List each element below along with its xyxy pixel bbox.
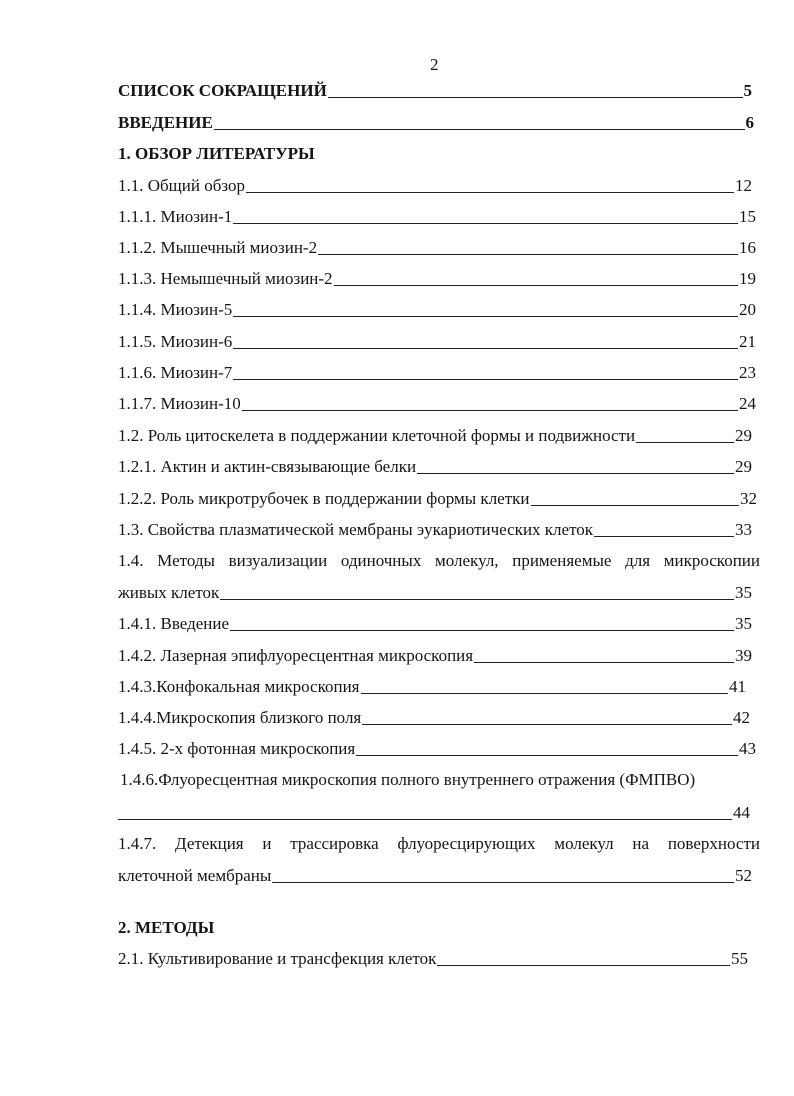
toc-entry-page: 41	[729, 677, 746, 696]
toc-entry-label: 1.4.2. Лазерная эпифлуоресцентная микроскопия	[118, 646, 474, 665]
toc-entry-1-4-6[interactable]	[118, 803, 750, 823]
toc-entry-label: 1.1.4. Миозин-5	[118, 300, 233, 319]
toc-leader	[361, 693, 729, 694]
toc-leader	[233, 379, 738, 380]
toc-entry-page: 44	[733, 803, 750, 822]
toc-entry-page: 23	[739, 363, 756, 382]
toc-leader	[233, 223, 738, 224]
toc-entry-1-4-7-line1[interactable]: 1.4.7. Детекция и трассировка флуоресцирующих молекул на поверхности	[118, 834, 760, 853]
toc-entry-page: 32	[740, 489, 757, 508]
toc-leader	[531, 505, 739, 506]
toc-entry[interactable]	[118, 269, 756, 289]
toc-entry-label: 1.1.3. Немышечный миозин-2	[118, 269, 333, 288]
toc-entry-page: 21	[739, 332, 756, 351]
toc-leader	[636, 442, 734, 443]
toc-entry[interactable]	[118, 207, 756, 227]
toc-leader	[118, 819, 732, 820]
toc-leader	[230, 630, 734, 631]
toc-entry-1-4-6-line1[interactable]: 1.4.6.Флуоресцентная микроскопия полного внутреннего отражения (ФМПВО)	[120, 770, 696, 789]
toc-entry[interactable]	[118, 949, 748, 969]
toc-entry-page: 6	[745, 113, 754, 132]
toc-entry-page: 42	[733, 708, 750, 727]
toc-entry-label: 1.1. Общий обзор	[118, 176, 245, 195]
toc-entry-page: 55	[731, 949, 748, 968]
chapter-heading-2: 2. МЕТОДЫ	[118, 918, 215, 937]
chapter-heading-1: 1. ОБЗОР ЛИТЕРАТУРЫ	[118, 144, 315, 163]
toc-entry-label: 1.4.1. Введение	[118, 614, 230, 633]
toc-leader	[220, 599, 734, 600]
toc-leader	[214, 129, 745, 130]
toc-leader	[417, 473, 734, 474]
toc-entry-label: 1.1.1. Миозин-1	[118, 207, 233, 226]
toc-entry-label: 1.1.6. Миозин-7	[118, 363, 233, 382]
toc-entry-label: СПИСОК СОКРАЩЕНИЙ	[118, 81, 327, 100]
toc-entry-page: 5	[743, 81, 752, 100]
toc-leader	[272, 882, 734, 883]
toc-entry-page: 16	[739, 238, 756, 257]
toc-leader	[246, 192, 734, 193]
toc-leader	[318, 254, 738, 255]
toc-entry-page: 35	[735, 583, 752, 602]
toc-entry-label: 1.3. Свойства плазматической мембраны эукариотических клеток	[118, 520, 594, 539]
toc-entry-label: ВВЕДЕНИЕ	[118, 113, 213, 132]
toc-entry-label: 1.2.1. Актин и актин-связывающие белки	[118, 457, 417, 476]
page-number: 2	[430, 55, 439, 74]
toc-leader	[233, 348, 738, 349]
toc-entry[interactable]	[118, 238, 756, 258]
toc-leader	[242, 410, 738, 411]
toc-entry-label: 1.4.4.Микроскопия близкого поля	[118, 708, 362, 727]
toc-entry[interactable]	[118, 708, 750, 728]
toc-leader	[474, 662, 734, 663]
toc-leader	[328, 97, 743, 98]
toc-entry[interactable]	[118, 394, 756, 414]
toc-leader	[334, 285, 738, 286]
toc-entry-page: 43	[739, 739, 756, 758]
toc-entry-page: 29	[735, 457, 752, 476]
toc-entry[interactable]	[118, 614, 752, 634]
toc-entry-label: 2.1. Культивирование и трансфекция клеток	[118, 949, 437, 968]
toc-leader	[362, 724, 732, 725]
toc-entry-label: живых клеток	[118, 583, 220, 602]
toc-entry[interactable]	[118, 363, 756, 383]
toc-entry-page: 24	[739, 394, 756, 413]
toc-leader	[437, 965, 730, 966]
toc-entry[interactable]	[118, 677, 746, 697]
toc-leader	[233, 316, 738, 317]
toc-entry[interactable]	[118, 646, 752, 666]
toc-entry[interactable]	[118, 426, 752, 446]
toc-entry[interactable]	[118, 457, 752, 477]
toc-entry-label: 1.2. Роль цитоскелета в поддержании клеточной формы и подвижности	[118, 426, 636, 445]
toc-entry[interactable]	[118, 332, 756, 352]
toc-entry-1-4-7[interactable]	[118, 866, 752, 886]
toc-entry-label: клеточной мембраны	[118, 866, 272, 885]
toc-entry-page: 39	[735, 646, 752, 665]
toc-entry-abbreviations[interactable]	[118, 81, 752, 101]
toc-entry-label: 1.1.7. Миозин-10	[118, 394, 241, 413]
toc-entry-label: 1.4.3.Конфокальная микроскопия	[118, 677, 360, 696]
toc-entry-label: 1.1.2. Мышечный миозин-2	[118, 238, 318, 257]
toc-entry-page: 52	[735, 866, 752, 885]
toc-entry-page: 12	[735, 176, 752, 195]
toc-entry-1-4[interactable]	[118, 583, 752, 603]
toc-entry-page: 29	[735, 426, 752, 445]
toc-entry[interactable]	[118, 739, 756, 759]
toc-entry-label: 1.4.5. 2-х фотонная микроскопия	[118, 739, 356, 758]
toc-entry[interactable]	[118, 300, 756, 320]
toc-entry[interactable]	[118, 176, 752, 196]
toc-entry-page: 20	[739, 300, 756, 319]
toc-entry[interactable]	[118, 520, 752, 540]
toc-entry-1-4-line1[interactable]: 1.4. Методы визуализации одиночных молекул, применяемые для микроскопии	[118, 551, 760, 570]
toc-entry-page: 33	[735, 520, 752, 539]
toc-entry-page: 35	[735, 614, 752, 633]
toc-entry[interactable]	[118, 489, 757, 509]
toc-entry-page: 15	[739, 207, 756, 226]
toc-leader	[594, 536, 734, 537]
toc-leader	[356, 755, 738, 756]
toc-entry-introduction[interactable]	[118, 113, 754, 133]
toc-entry-page: 19	[739, 269, 756, 288]
toc-entry-label: 1.2.2. Роль микротрубочек в поддержании формы клетки	[118, 489, 530, 508]
toc-entry-label: 1.1.5. Миозин-6	[118, 332, 233, 351]
